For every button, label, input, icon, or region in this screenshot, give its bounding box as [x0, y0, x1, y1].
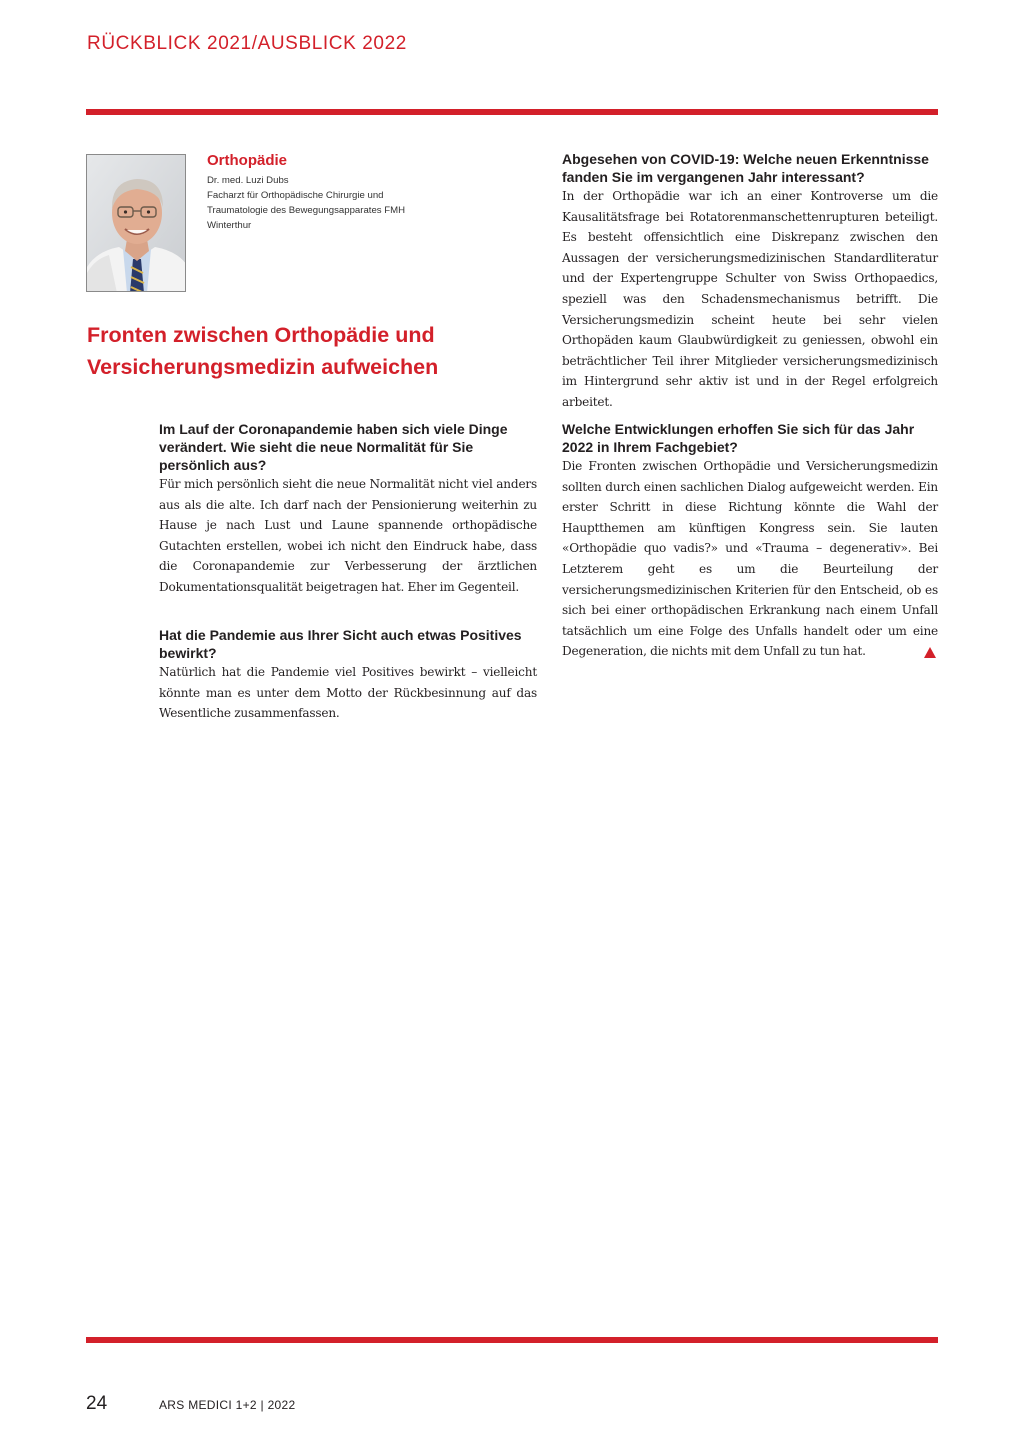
page-number: 24	[86, 1393, 108, 1414]
author-specialty: Orthopädie	[207, 152, 288, 169]
answer-4: Die Fronten zwischen Orthopädie und Versicherungsmedizin sollten durch einen sachlichen Dialog aufgeweicht werden. Ein erster Schritt in diese Richtung könnte die Wahl der Hauptthemen am künftigen Kongress sein. Sie lauten «Orthopädie quo vadis?» und «Trauma – degenerativ». Bei Letzterem geht es um die Beurteilung der versicherungsmedizinischen Kriterien für den Entscheid, ob es sich bei einer orthopädischen Erkrankung nach einem Unfall tatsächlich um eine Folge des Unfalls handelt oder um eine Degeneration, die nichts mit dem Unfall zu tun hat.	[562, 459, 938, 659]
article-headline	[87, 319, 527, 383]
question-1: Im Lauf der Coronapandemie haben sich viele Dinge verändert. Wie sieht die neue Normalität für Sie persönlich aus?	[159, 421, 508, 473]
bottom-divider	[86, 1337, 938, 1343]
question-4: Welche Entwicklungen erhoffen Sie sich für das Jahr 2022 in Ihrem Fachgebiet?	[562, 421, 915, 455]
question-3: Abgesehen von COVID-19: Welche neuen Erkenntnisse fanden Sie im vergangenen Jahr interessant?	[562, 151, 929, 185]
question-2: Hat die Pandemie aus Ihrer Sicht auch etwas Positives bewirkt?	[159, 627, 522, 661]
answer-2: Natürlich hat die Pandemie viel Positives bewirkt – vielleicht könnte man es unter dem Motto der Rückbesinnung auf das Wesentliche zusammenfassen.	[159, 665, 537, 721]
answer-3: In der Orthopädie war ich an einer Kontroverse um die Kausalitätsfrage bei Rotatorenmanschettenrupturen beteiligt. Es besteht offensichtlich eine Diskrepanz zwischen den Aussagen der versicherungsmedizinischen Standardliteratur und der Expertengruppe Schulter von Swiss Orthopaedics, speziell was den Schadensmechanismus betrifft. Die Versicherungsmedizin scheint heute bei sehr vielen Orthopäden kaum Glaubwürdigkeit zu geniessen, obwohl ein beträchtlicher Teil ihrer Mitglieder versicherungsmedizinisch im Hintergrund sehr aktiv ist und in der Regel erfolgreich arbeitet.	[562, 189, 938, 409]
qa-block-4	[562, 420, 938, 662]
headline-line2: Versicherungsmedizin aufweichen	[87, 355, 439, 379]
author-name: Dr. med. Luzi Dubs	[207, 175, 289, 186]
section-header: RÜCKBLICK 2021/AUSBLICK 2022	[87, 33, 407, 54]
answer-1: Für mich persönlich sieht die neue Normalität nicht viel anders aus als die alte. Ich darf nach der Pensionierung weiterhin zu Hause je nach Lust und Laune spannende orthopädische Gutachten erstellen, wobei ich nicht den Eindruck habe, dass die Coronapandemie zur Verbesserung der ärztlichen Dokumentationsqualität beigetragen hat. Eher im Gegenteil.	[159, 477, 537, 594]
journal-info: ARS MEDICI 1+2 | 2022	[159, 1398, 296, 1412]
author-info	[207, 152, 507, 233]
qa-block-2	[159, 626, 537, 724]
author-location: Winterthur	[207, 220, 252, 231]
author-title-line2: Traumatologie des Bewegungsapparates FMH	[207, 205, 406, 216]
author-title-line1: Facharzt für Orthopädische Chirurgie und	[207, 190, 384, 201]
qa-block-1	[159, 420, 537, 598]
qa-block-3	[562, 150, 938, 413]
article-end-triangle-icon	[924, 647, 936, 658]
author-portrait	[86, 154, 186, 292]
top-divider	[86, 109, 938, 115]
headline-line1: Fronten zwischen Orthopädie und	[87, 323, 435, 347]
